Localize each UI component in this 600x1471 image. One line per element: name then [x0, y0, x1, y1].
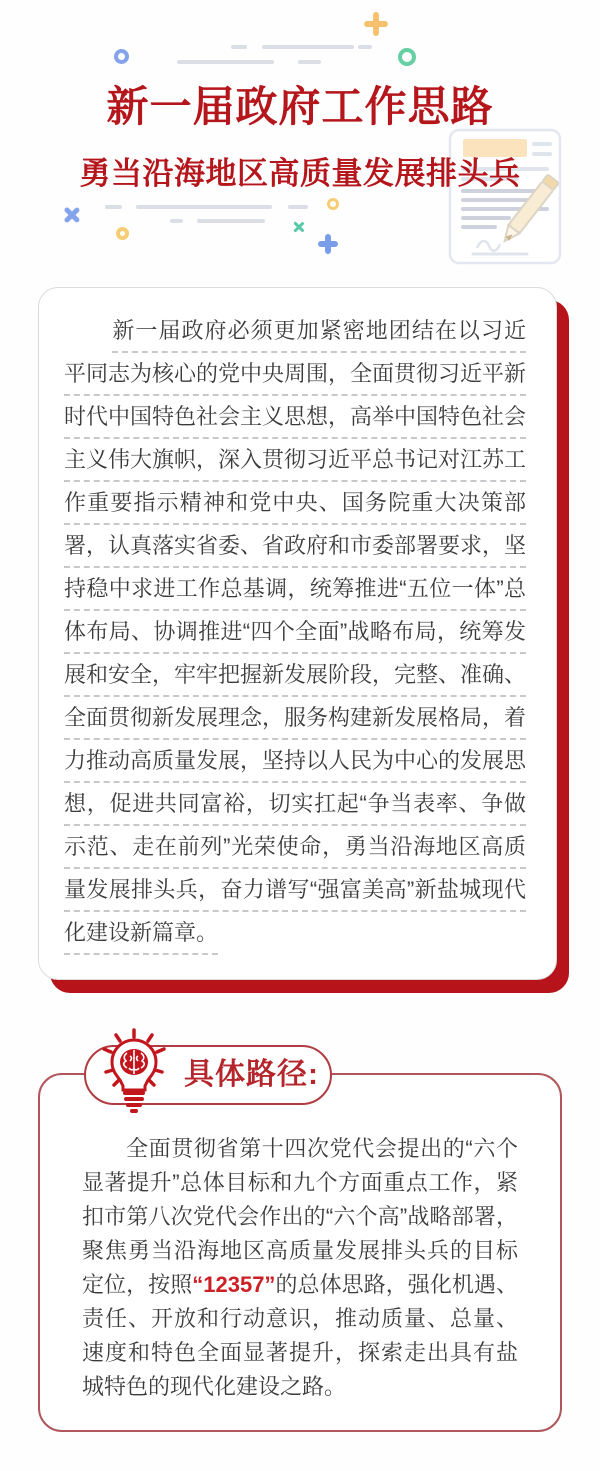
dash-line [105, 205, 122, 209]
dash-line [170, 219, 183, 223]
path-paragraph [82, 1132, 518, 1404]
path-paragraph-after: 的总体思路，强化机遇、责任、开放和行动意识，推动质量、总量、速度和特色全面显著提升，探索走出具有盐城特色的现代化建设之路。 [82, 1272, 518, 1399]
circle-ring-icon [114, 49, 129, 64]
dash-line [231, 45, 247, 49]
dash-line [288, 205, 308, 209]
path-paragraph-before: 全面贯彻省第十四次党代会提出的“六个显著提升”总体目标和九个方面重点工作，紧扣市第八次党代会作出的“六个高”战略部署，聚焦勇当沿海地区高质量发展排头兵的目标定位，按照 [82, 1136, 518, 1297]
circle-ring-icon [116, 227, 129, 240]
dash-line [177, 60, 274, 64]
dash-line [197, 219, 265, 223]
dash-line [262, 45, 354, 49]
dash-line [358, 45, 372, 49]
circle-ring-icon [398, 48, 416, 66]
path-paragraph-highlight: “12357” [192, 1272, 276, 1297]
dash-line [298, 60, 321, 64]
intro-paragraph: 新一届政府必须更加紧密地团结在以习近平同志为核心的党中央周围，全面贯彻习近平新时代中国特色社会主义思想，高举中国特色社会主义伟大旗帜，深入贯彻习近平总书记对江苏工作重要指示精神和党中央、国务院重大决策部署，认真落实省委、省政府和市委部署要求，坚持稳中求进工作总基调，统筹推进“五位一体”总体布局、协调推进“四个全面”战略布局，统筹发展和安全，牢牢把握新发展阶段，完整、准确、全面贯彻新发展理念，服务构建新发展格局，着力推动高质量发展，坚持以人民为中心的发展思想，促进共同富裕，切实扛起“争当表率、争做示范、走在前列”光荣使命，勇当沿海地区高质量发展排头兵，奋力谱写“强富美高”新盐城现代化建设新篇章。 [64, 318, 527, 945]
path-card [38, 1073, 562, 1432]
x-icon [293, 221, 304, 232]
lightbulb-brain-icon [96, 1028, 172, 1120]
intro-card [38, 287, 557, 980]
page-title: 新一届政府工作思路 [106, 83, 494, 130]
page-subtitle: 勇当沿海地区高质量发展排头兵 [79, 156, 521, 191]
plus-icon [318, 234, 338, 254]
dash-line [136, 205, 272, 209]
x-icon [64, 207, 80, 223]
plus-icon [364, 12, 388, 36]
path-section-label: 具体路径: [184, 1058, 319, 1091]
circle-ring-icon [327, 198, 339, 210]
